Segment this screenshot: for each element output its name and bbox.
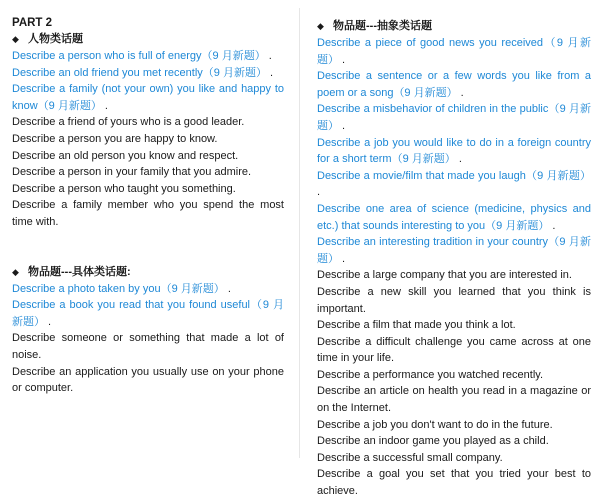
diamond-bullet-icon: ◆ [12, 34, 19, 44]
new-topic-tag: （9 月新题） [317, 103, 591, 132]
section-heading [12, 264, 284, 281]
period-mark: . [45, 315, 52, 328]
topic-text: Describe a job you would like to do in a foreign country for a short term [317, 136, 591, 166]
new-topic-item [317, 35, 591, 68]
topic-item [12, 148, 284, 165]
topic-item [317, 267, 591, 284]
new-topic-item [317, 101, 591, 134]
new-topic-tag: （9 月新题） [485, 219, 550, 232]
period-mark: . [339, 252, 346, 265]
new-topic-item [12, 297, 284, 330]
topic-text: Describe a misbehavior of children in the public [317, 103, 549, 116]
period-mark: . [339, 53, 346, 66]
section-concrete [12, 264, 284, 397]
topic-text: Describe an old person you know and respect. [12, 149, 239, 162]
period-mark: . [457, 86, 464, 99]
topic-text: Describe a large company that you are interested in. [317, 269, 572, 282]
topic-item [12, 131, 284, 148]
topic-text: Describe a film that made you think a lot. [317, 319, 516, 332]
new-topic-tag: （9 月新题） [393, 86, 458, 99]
section-people [12, 31, 284, 231]
topic-text: Describe a performance you watched recently. [317, 368, 544, 381]
topic-text: Describe an application you usually use on your phone or computer. [12, 365, 284, 395]
section-title: 物品题---抽象类话题 [333, 20, 432, 32]
topic-text: Describe a difficult challenge you came across at one time in your life. [317, 335, 591, 365]
new-topic-tag: （9 月新题） [317, 37, 591, 66]
topic-text: Describe a friend of yours who is a good leader. [12, 116, 245, 129]
column-divider [299, 8, 300, 458]
section-title: 物品题---具体类话题: [28, 265, 131, 278]
topic-text: Describe a successful small company. [317, 451, 503, 464]
topic-text: Describe a family member who you spend the most time with. [12, 199, 284, 228]
period-mark: . [339, 119, 346, 132]
topic-text: Describe a job you don't want to do in the future. [317, 418, 553, 431]
section-abstract [317, 18, 591, 500]
topic-item [12, 197, 284, 230]
topic-text: Describe someone or something that made a lot of noise. [12, 332, 284, 361]
spacer [12, 231, 284, 264]
right-column [317, 18, 591, 500]
new-topic-item [12, 81, 284, 114]
new-topic-tag: （9 月新题） [160, 282, 225, 295]
topic-item [317, 383, 591, 416]
topic-item [12, 164, 284, 181]
topic-item [317, 417, 591, 434]
topic-text: Describe a new skill you learned that you think is important. [317, 285, 591, 315]
topic-item [317, 284, 591, 317]
new-topic-item [12, 48, 284, 65]
period-mark: . [101, 99, 108, 112]
topic-item [12, 364, 284, 397]
new-topic-item [317, 135, 591, 168]
topic-text: Describe one area of science (medicine, physics and etc.) that sounds interesting to you [317, 202, 591, 232]
topic-item [317, 450, 591, 467]
diamond-bullet-icon: ◆ [317, 21, 324, 31]
topic-item [317, 334, 591, 367]
new-topic-tag: （9 月新题） [202, 66, 267, 79]
topic-text: Describe a person in your family that you admire. [12, 166, 252, 179]
topic-item [12, 114, 284, 131]
period-mark: . [224, 282, 231, 295]
period-mark: . [266, 66, 274, 79]
topic-text: Describe a sentence or a few words you like from a poem or a song [317, 70, 591, 99]
topic-text: Describe a person who taught you something. [12, 182, 236, 195]
section-heading [12, 31, 284, 48]
topic-item [317, 317, 591, 334]
topic-text: Describe an indoor game you played as a child. [317, 435, 549, 448]
new-topic-tag: （9 月新题） [525, 169, 591, 182]
topic-text: Describe a person who is full of energy [12, 50, 202, 62]
topic-text: Describe a book you read that you found useful [12, 299, 251, 312]
period-mark: . [317, 186, 321, 199]
period-mark: . [455, 153, 462, 166]
section-heading [317, 18, 591, 35]
topic-text: Describe a piece of good news you received [317, 37, 544, 49]
new-topic-item [12, 281, 284, 298]
topic-text: Describe an old friend you met recently [12, 66, 203, 79]
topic-item [317, 367, 591, 384]
period-mark: . [549, 219, 556, 232]
new-topic-tag: （9 月新题） [317, 236, 591, 265]
section-title: 人物类话题 [28, 33, 83, 45]
new-topic-tag: （9 月新题） [391, 153, 456, 166]
new-topic-item [12, 65, 284, 82]
topic-text: Describe a family (not your own) you like and happy to know [12, 83, 284, 112]
topic-list [317, 35, 591, 500]
topic-list [12, 48, 284, 231]
diamond-bullet-icon: ◆ [12, 266, 19, 277]
topic-text: Describe an article on health you read in a magazine or on the Internet. [317, 385, 591, 415]
topic-text: Describe a photo taken by you [12, 282, 161, 295]
topic-text: Describe an interesting tradition in your country [317, 236, 549, 249]
topic-item [317, 433, 591, 450]
topic-item [317, 466, 591, 499]
topic-text: Describe a person you are happy to know. [12, 132, 218, 145]
topic-item [12, 181, 284, 198]
period-mark: . [265, 50, 272, 62]
new-topic-tag: （9 月新题） [37, 99, 102, 112]
topic-item [12, 330, 284, 363]
topic-list [12, 281, 284, 397]
new-topic-tag: （9 月新题） [12, 299, 284, 328]
topic-text: Describe a movie/film that made you laugh [317, 169, 526, 182]
new-topic-item [317, 68, 591, 101]
left-column [12, 15, 284, 397]
part-title: PART 2 [12, 17, 53, 29]
topic-text: Describe a goal you set that you tried your best to achieve. [317, 468, 591, 498]
new-topic-item [317, 201, 591, 234]
new-topic-item [317, 234, 591, 267]
new-topic-tag: （9 月新题） [201, 50, 266, 62]
new-topic-item [317, 168, 591, 201]
